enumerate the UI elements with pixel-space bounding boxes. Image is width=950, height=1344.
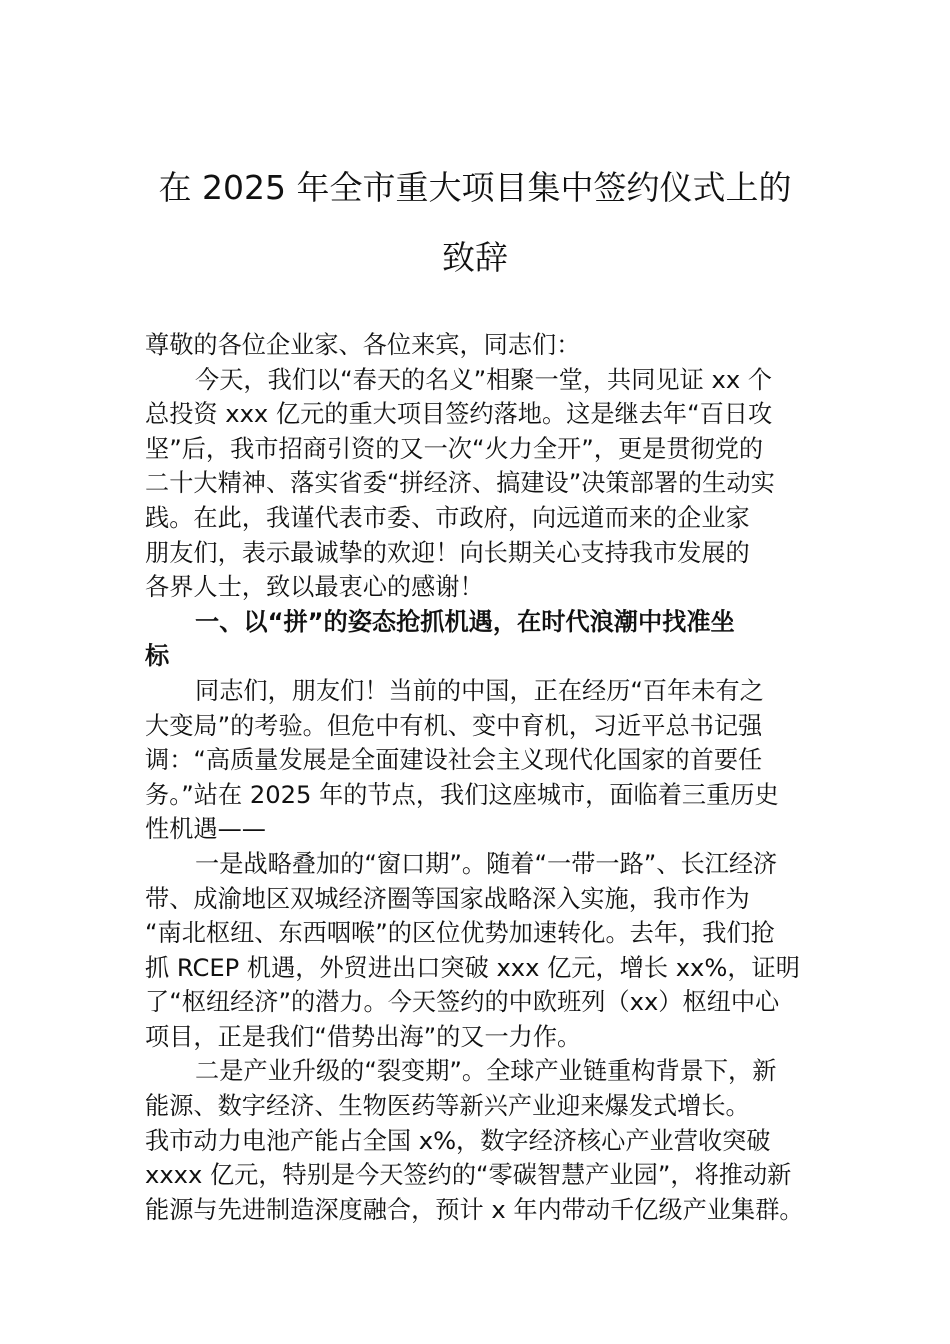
paragraph-line: 调：“高质量发展是全面建设社会主义现代化国家的首要任	[145, 746, 763, 775]
paragraph-line: 了“枢纽经济”的潜力。今天签约的中欧班列（xx）枢纽中心	[145, 988, 780, 1017]
document-title-line-1: 在 2025 年全市重大项目集中签约仪式上的	[158, 168, 792, 207]
paragraph-line: 践。在此，我谨代表市委、市政府，向远道而来的企业家	[145, 503, 750, 532]
paragraph-line: 一是战略叠加的“窗口期”。随着“一带一路”、长江经济	[195, 849, 778, 878]
paragraph-line: 带、成渝地区双城经济圈等国家战略深入实施，我市作为	[145, 884, 750, 913]
paragraph-line: 今天，我们以“春天的名义”相聚一堂，共同见证 xx 个	[195, 365, 773, 394]
paragraph-line: 尊敬的各位企业家、各位来宾，同志们：	[145, 331, 581, 359]
paragraph-line: 务。”站在 2025 年的节点，我们这座城市，面临着三重历史	[145, 780, 779, 809]
paragraph-line: 总投资 xxx 亿元的重大项目签约落地。这是继去年“百日攻	[145, 400, 773, 429]
paragraph-line: 各界人士，致以最衷心的感谢！	[145, 573, 484, 602]
paragraph-line: 我市动力电池产能占全国 x%，数字经济核心产业营收突破	[145, 1126, 771, 1155]
section-heading-line: 一、以“拼”的姿态抢抓机遇，在时代浪潮中找准坐	[195, 607, 735, 636]
paragraph-line: “南北枢纽、东西咽喉”的区位优势加速转化。去年，我们抢	[145, 919, 775, 948]
document-title-line-2: 致辞	[442, 238, 508, 277]
document-body	[145, 328, 815, 1227]
paragraph-line: 抓 RCEP 机遇，外贸进出口突破 xxx 亿元，增长 xx%，证明	[145, 953, 800, 982]
paragraph-line: 二十大精神、落实省委“拼经济、搞建设”决策部署的生动实	[145, 469, 775, 498]
paragraph-line: 朋友们，表示最诚挚的欢迎！向长期关心支持我市发展的	[145, 538, 750, 567]
paragraph-line: xxxx 亿元，特别是今天签约的“零碳智慧产业园”，将推动新	[145, 1161, 792, 1190]
paragraph-line: 能源与先进制造深度融合，预计 x 年内带动千亿级产业集群。	[145, 1195, 804, 1224]
paragraph-line: 性机遇——	[145, 815, 266, 844]
paragraph-line: 大变局”的考验。但危中有机、变中育机，习近平总书记强	[145, 711, 763, 740]
section-heading-line: 标	[145, 642, 170, 671]
paragraph-line: 项目，正是我们“借势出海”的又一力作。	[145, 1022, 582, 1051]
paragraph-line: 能源、数字经济、生物医药等新兴产业迎来爆发式增长。	[145, 1092, 750, 1121]
paragraph-line: 同志们，朋友们！当前的中国，正在经历“百年未有之	[195, 676, 764, 705]
paragraph-line: 坚”后，我市招商引资的又一次“火力全开”，更是贯彻党的	[145, 434, 764, 463]
paragraph-line: 二是产业升级的“裂变期”。全球产业链重构背景下，新	[195, 1057, 777, 1086]
